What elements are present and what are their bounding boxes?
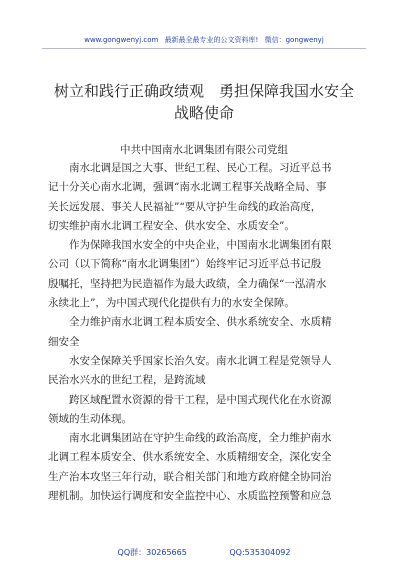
body-line: 理机制。加快运行调度和安全监控中心、水质监控预警和应急: [48, 490, 332, 503]
title-line-1: 树立和践行正确政绩观 勇担保障我国水安全: [53, 82, 354, 100]
document-body: [48, 159, 360, 506]
site-url[interactable]: www.gongwenyj.com: [84, 36, 159, 44]
body-line: 北调工程本质安全、供水系统安全、水质精细安全，深化安全: [48, 451, 332, 464]
body-line: 跨区域配置水资源的骨干工程，是中国式现代化在水资源: [69, 393, 332, 406]
page-footer: [0, 547, 408, 558]
section-heading-line: 细安全: [48, 335, 80, 348]
body-line: 民治水兴水的世纪工程，是跨流域: [48, 374, 206, 387]
body-line: 南水北调是国之大事、世纪工程、民心工程。习近平总书: [69, 162, 332, 174]
document-title: [30, 80, 378, 124]
body-line: 作为保障我国水安全的中央企业，中国南水北调集团有限: [69, 239, 332, 252]
wechat-id: 微信：gongwenyj: [264, 36, 324, 44]
qq-contact: QQ:535304092: [229, 548, 291, 557]
body-line: 南水北调集团站在守护生命线的政治高度，全力维护南水: [69, 432, 332, 445]
body-line: 水安全保障关乎国家长治久安。南水北调工程是党领导人: [69, 354, 332, 367]
body-line: 记十分关心南水北调，强调“南水北调工程事关战略全局、事: [48, 181, 327, 194]
header-divider: [42, 48, 366, 49]
qq-group: QQ群：30265665: [117, 548, 187, 557]
author-org: 中共中国南水北调集团有限公司党组: [120, 144, 288, 156]
body-line: 公司（以下简称“南水北调集团”）始终牢记习近平总书记殷: [48, 258, 322, 271]
site-header: [0, 35, 408, 45]
body-line: 永续北上”，为中国式现代化提供有力的水安全保障。: [48, 297, 295, 310]
body-line: 领域的生动体现。: [48, 412, 132, 425]
body-line: 切实维护南水北调工程安全、供水安全、水质安全”。: [48, 219, 295, 232]
section-heading-line: 全力维护南水北调工程本质安全、供水系统安全、水质精: [69, 316, 332, 329]
site-slogan: 最新最全最专业的公文资料库!: [164, 36, 259, 44]
title-line-2: 战略使命: [173, 104, 234, 122]
body-line: 生产治本攻坚三年行动，联合相关部门和地方政府健全协同治: [48, 470, 332, 483]
body-line: 殷嘱托，坚持把为民造福作为最大政绩，全力确保“一泓清水: [48, 277, 327, 290]
body-line: 关长远发展、事关人民福祉”“要从守护生命线的政治高度，: [48, 200, 322, 213]
